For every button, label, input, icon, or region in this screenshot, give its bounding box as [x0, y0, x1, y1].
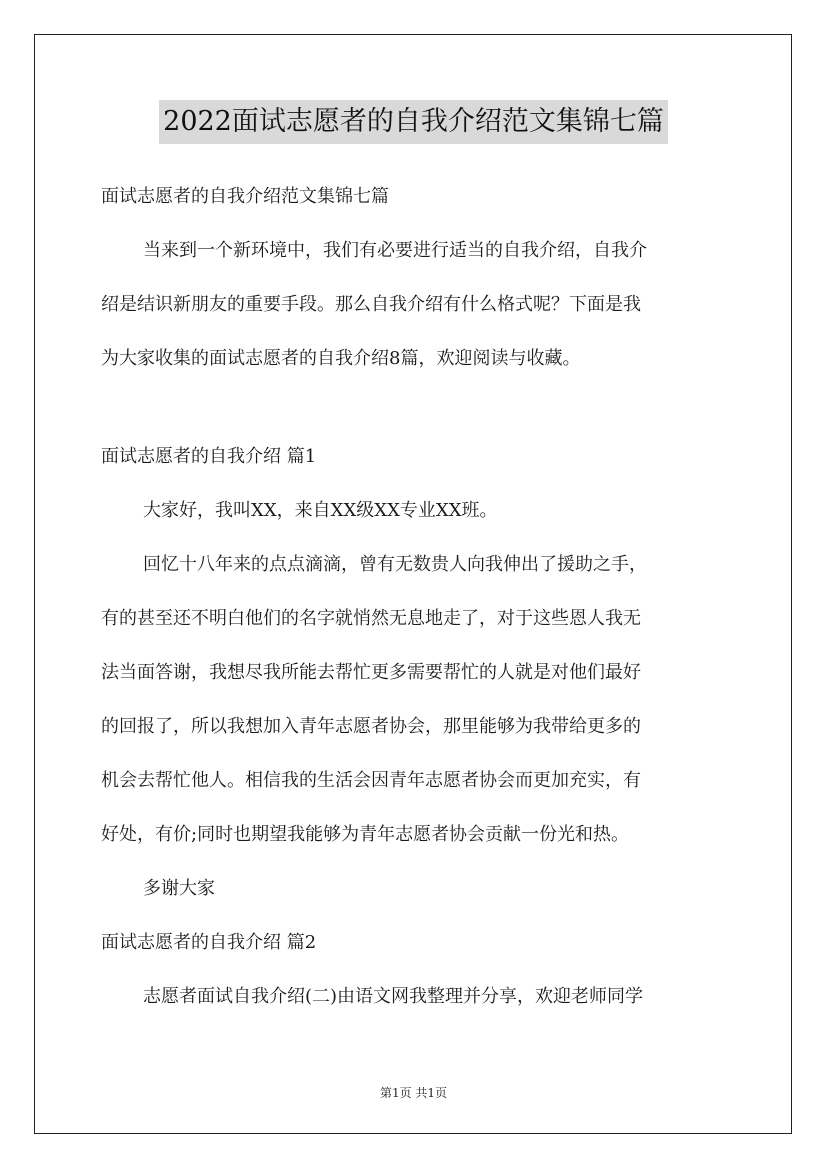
- section1-body-line: 好处，有价;同时也期望我能够为青年志愿者协会贡献一份光和热。: [101, 824, 630, 845]
- section2-heading: 面试志愿者的自我介绍 篇2: [101, 932, 317, 953]
- document-title: 2022面试志愿者的自我介绍范文集锦七篇: [159, 100, 668, 144]
- section1-body-line: 法当面答谢，我想尽我所能去帮忙更多需要帮忙的人就是对他们最好: [101, 662, 641, 683]
- section1-greeting: 大家好，我叫XX，来自XX级XX专业XX班。: [143, 500, 498, 521]
- document-subtitle: 面试志愿者的自我介绍范文集锦七篇: [101, 186, 389, 207]
- intro-line: 当来到一个新环境中，我们有必要进行适当的自我介绍，自我介: [143, 240, 647, 261]
- document-body: [101, 170, 727, 1024]
- title-container: [0, 100, 827, 144]
- section1-body-line: 有的甚至还不明白他们的名字就悄然无息地走了，对于这些恩人我无: [101, 608, 641, 629]
- intro-line: 为大家收集的面试志愿者的自我介绍8篇，欢迎阅读与收藏。: [101, 348, 581, 369]
- paragraph-gap: [101, 386, 727, 430]
- intro-line: 绍是结识新朋友的重要手段。那么自我介绍有什么格式呢？下面是我: [101, 294, 641, 315]
- section1-heading: 面试志愿者的自我介绍 篇1: [101, 446, 317, 467]
- page-footer: 第1页 共1页: [379, 1086, 448, 1100]
- section1-body-line: 机会去帮忙他人。相信我的生活会因青年志愿者协会而更加充实，有: [101, 770, 641, 791]
- section1-body-line: 回忆十八年来的点点滴滴，曾有无数贵人向我伸出了援助之手，: [143, 554, 647, 575]
- section2-first-line: 志愿者面试自我介绍(二)由语文网我整理并分享，欢迎老师同学: [143, 986, 644, 1007]
- section1-body-line: 的回报了，所以我想加入青年志愿者协会，那里能够为我带给更多的: [101, 716, 641, 737]
- section1-closing: 多谢大家: [143, 878, 215, 899]
